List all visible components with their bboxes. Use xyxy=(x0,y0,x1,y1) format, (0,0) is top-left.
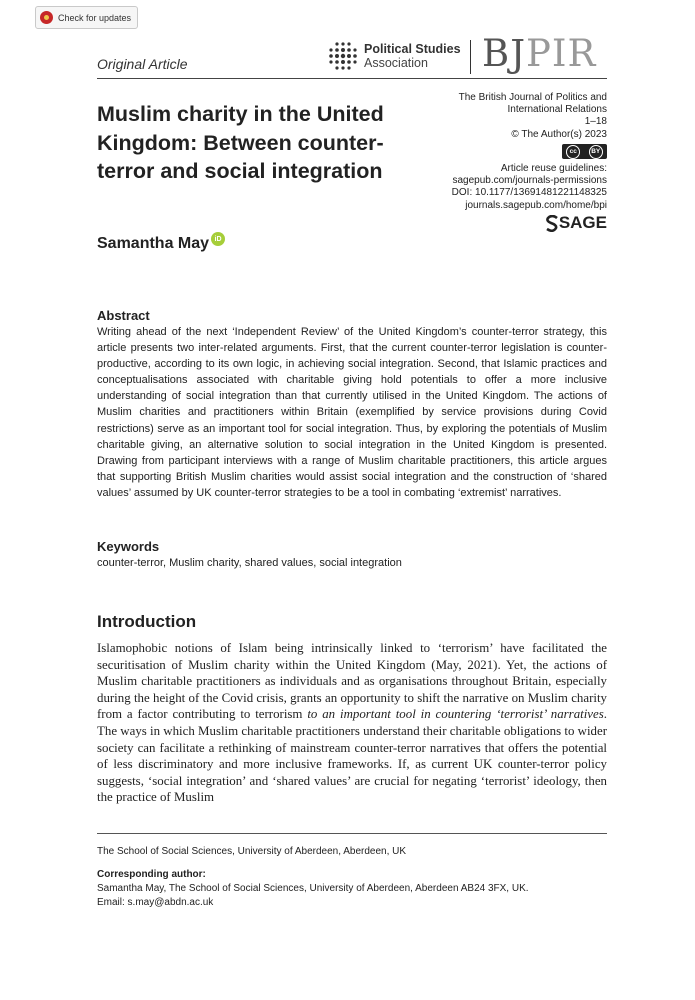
keywords-text: counter-terror, Muslim charity, shared values, social integration xyxy=(97,557,402,569)
reuse-info: Article reuse guidelines: sagepub.com/journals-permissions DOI: 10.1177/13691481221148325 journals.sagepub.com/home/bpi xyxy=(451,163,607,211)
footnote-rule xyxy=(97,833,607,834)
permissions-link[interactable]: sagepub.com/journals-permissions xyxy=(452,175,607,187)
psa-dots-icon xyxy=(328,41,358,71)
keywords-heading: Keywords xyxy=(97,539,160,554)
introduction-heading: Introduction xyxy=(97,612,197,631)
abstract-text: Writing ahead of the next ‘Independent Review’ of the United Kingdom’s counter-terror strategy, this article presents two inter-related arguments. First, that the current counter-terror legislation is counter-productive, according to its own logic, in achieving social integration. Second, that Islamic practices and conceptualisations associated with charitable giving hold potentials to offer a more inclusive understanding of social integration than that currently utilised in the United Kingdom. The actions of Muslim charities and practitioners within Britain (exemplified by service provisions during Covid restrictions) serve as an important tool for social integration. Thus, by exploring the potentials of Muslim charitable giving, an alternative solution to social integration in the United Kingdom is presented. Drawing from participant interviews with a range of Muslim charitable practitioners, this article argues that supporting British Muslim charities would assist social integration and the construction of ‘shared values’ assumed by UK counter-terror strategies to be a tool in combating ‘extremist’ narratives. xyxy=(97,326,607,499)
by-icon: BY xyxy=(589,145,603,159)
doi-link[interactable]: DOI: 10.1177/13691481221148325 xyxy=(451,187,607,199)
publisher-name-line2: Association xyxy=(364,56,428,70)
journal-homepage-link[interactable]: journals.sagepub.com/home/bpi xyxy=(465,199,607,211)
introduction-emphasis: to an important tool in countering ‘terrorist’ narratives xyxy=(307,707,604,722)
check-for-updates-label: Check for updates xyxy=(58,12,132,23)
article-title: Muslim charity in the United Kingdom: Between counter- terror and social integration xyxy=(97,102,384,183)
crossmark-icon xyxy=(40,11,53,24)
psa-logo xyxy=(328,41,461,71)
corresponding-author-details: Samantha May, The School of Social Sciences, University of Aberdeen, Aberdeen AB24 3FX, UK. Email: s.may@abdn.ac.uk xyxy=(97,883,529,908)
logo-divider xyxy=(470,40,471,74)
journal-logo: BJPIR xyxy=(482,32,597,75)
author-affiliation: The School of Social Sciences, University of Aberdeen, Aberdeen, UK xyxy=(97,846,407,857)
publisher-name-line1: Political Studies xyxy=(364,42,461,56)
journal-meta: The British Journal of Politics and International Relations 1–18 © The Author(s) 2023 xyxy=(458,92,607,140)
sage-s-icon xyxy=(545,215,559,232)
cc-license-badge[interactable] xyxy=(562,144,607,159)
header-rule xyxy=(97,78,607,79)
article-type: Original Article xyxy=(97,56,188,72)
abstract-heading: Abstract xyxy=(97,308,150,323)
author-email[interactable]: Email: s.may@abdn.ac.uk xyxy=(97,897,214,908)
cc-icon: cc xyxy=(566,145,580,159)
sage-logo: SAGE xyxy=(545,213,607,233)
author-name: Samantha May iD xyxy=(97,235,225,253)
orcid-icon[interactable]: iD xyxy=(211,232,225,246)
check-for-updates-button[interactable] xyxy=(35,6,138,29)
introduction-text: Islamophobic notions of Islam being intrinsically linked to ‘terrorism’ have facilitated the securitisation of Muslim charity within the United Kingdom (May, 2021). Yet, the actions of Muslim charitable practitioners as individuals and as organisations throughout Britain, especially during the height of the Covid crisis, grants an opportunity to shift the narrative on Muslim charity from a factor contributing to terrorism to an important tool in countering ‘terrorist’ narratives. The ways in which Muslim charitable practitioners understand their charitable obligations to wider society can facilitate a rethinking of mainstream counter-terror narratives that offers the potential of less discriminatory and more inclusive frameworks. If, as current UK counter-terror policy suggests, ‘social integration’ and ‘shared values’ are crucial for negating ‘terrorist’ ideology, then the practice of Muslim xyxy=(97,641,607,805)
corresponding-author-heading: Corresponding author: xyxy=(97,869,206,880)
